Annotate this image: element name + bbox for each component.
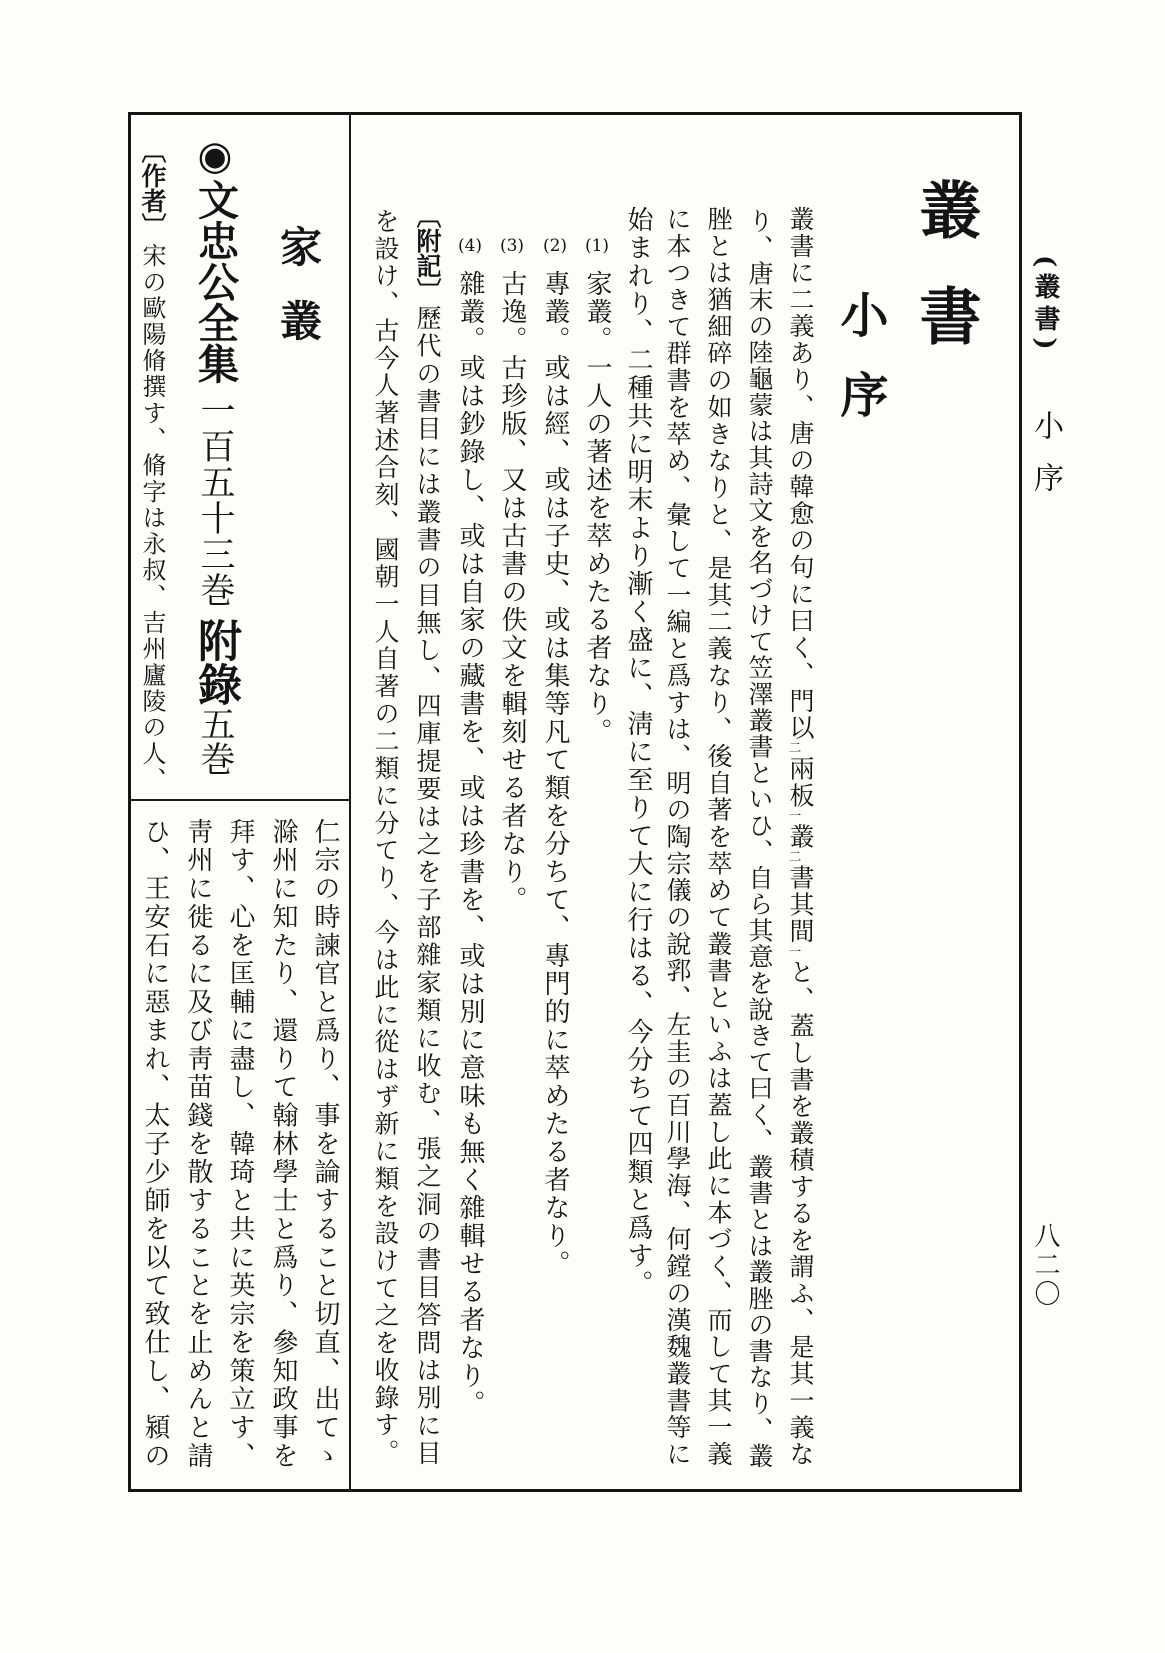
text-run: 叢書に二義あり、唐の韓愈の句に曰く、門以 <box>786 206 815 742</box>
column-divider <box>349 112 351 1492</box>
category-item: 家叢。一人の著述を萃めたる者なり。 <box>582 270 612 746</box>
text-run: と、蓋し書を叢積するを謂ふ、是其一義な <box>786 959 815 1467</box>
entry-divider <box>128 799 350 801</box>
note-label: 〔附記〕 <box>413 203 442 303</box>
category-item: 專叢。或は經、或は子史、或は集等凡て類を分ちて、專門的に萃めたる者なり。 <box>540 270 570 1278</box>
running-head-section: (叢書) <box>1030 255 1060 356</box>
text-run: 書其間 <box>786 864 815 945</box>
category-number: (1) <box>584 236 610 256</box>
preface-line-1 <box>788 206 813 1466</box>
kaeriten-mark: 二 <box>787 850 802 865</box>
kaeriten-mark: 一 <box>787 809 802 824</box>
preface-line-5: 始まれり、二種共に明末より漸く盛に、淸に至りて大に行はる、今分ちて四類と爲す。 <box>623 206 653 1298</box>
page-number: 八二〇 <box>1030 1222 1060 1309</box>
preface-line-2: り、唐末の陸龜蒙は其詩文を名づけて笠澤叢書といひ、自ら其意を說きて曰く、叢書とは叢脞の書なり、叢 <box>745 208 774 1469</box>
preface-line-4: に本つきて群書を萃め、彙して一編と爲すは、明の陶宗儀の說郛、左圭の百川學海、何鏜の漢魏叢書等に <box>663 206 692 1467</box>
appendix-volume-count: 五巻 <box>195 706 235 776</box>
category-item: 古逸。古珍版、又は古書の佚文を輯刻せる者なり。 <box>497 270 527 914</box>
appendix-label: 附錄 <box>190 618 241 706</box>
category-item: 雜叢。或は鈔錄し、或は自家の藏書を、或は珍書を、或は別に意味も無く雜輯せる者なり。 <box>455 270 485 1418</box>
author-line: 宋の歐陽脩撰す、脩字は永叔、吉州廬陵の人、 <box>138 243 166 791</box>
kaeriten-mark: 二 <box>787 741 802 756</box>
running-head-title: 小序 <box>1028 410 1063 514</box>
entry-section-heading: 家叢 <box>274 225 323 373</box>
author-line: 仁宗の時諫官と爲り、事を論すること切直、出てゝ <box>310 818 340 1468</box>
author-line: 滁州に知たり、還りて翰林學士と爲り、參知政事を <box>268 818 298 1468</box>
author-label: 〔作者〕 <box>138 138 167 238</box>
category-number: (2) <box>542 236 568 256</box>
book-title: 文忠公全集 <box>191 179 239 384</box>
bullet-mark: ◉ <box>192 133 238 179</box>
kaeriten-mark: 一 <box>787 944 802 960</box>
note-line: 歷代の書目には叢書の目無し、四庫提要は之を子部雜家類に收む、張之洞の書目答問は別に目 <box>413 305 442 1465</box>
author-line: ひ、王安石に惡まれ、太子少師を以て致仕し、潁の <box>140 818 170 1469</box>
note-line: を設け、古今人著述合刻、國朝一人自著の二類に分てり、今は此に從はず新に類を設けて之を收錄す。 <box>371 208 400 1464</box>
text-run: 兩板 <box>786 755 815 810</box>
category-number: (3) <box>499 236 525 256</box>
section-subtitle: 小序 <box>832 290 888 450</box>
text-run: 叢 <box>786 823 815 851</box>
preface-line-3: 脞とは猶細碎の如きなりと、是其二義なり、後自著を萃めて叢書といふは蓋し此に本づく、而して其一義 <box>704 206 733 1466</box>
author-line: 拜す、心を匡輔に盡し、韓琦と共に英宗を策立す、 <box>225 818 255 1468</box>
author-line: 靑州に徙るに及び靑苗錢を散することを止めんと請 <box>183 818 213 1469</box>
category-number: (4) <box>457 236 483 256</box>
section-title: 叢書 <box>909 178 982 390</box>
volume-count: 一百五十三巻 <box>195 392 235 608</box>
entry-title <box>190 133 241 776</box>
